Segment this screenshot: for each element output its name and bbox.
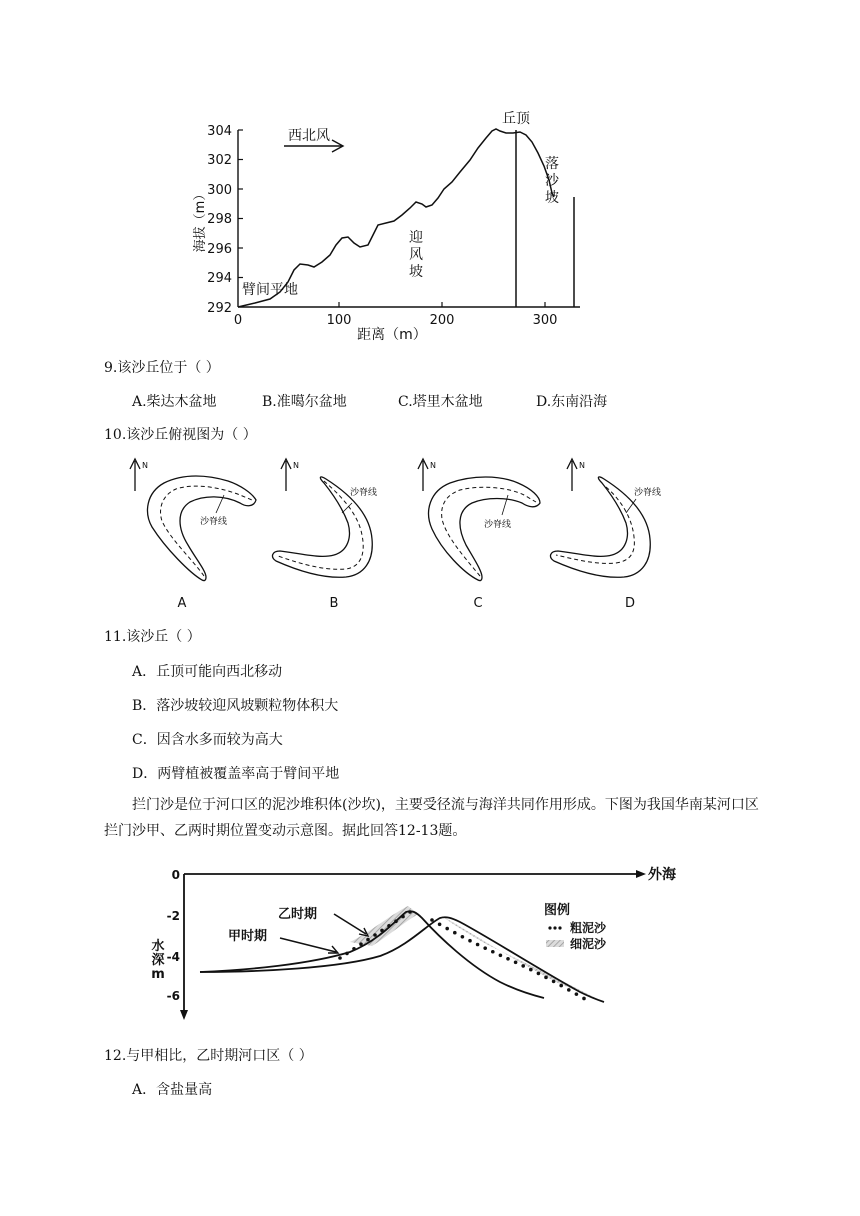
period-a-label: 甲时期 — [228, 929, 268, 944]
north-label: N — [430, 461, 436, 470]
depth-tick-label: 0 — [171, 868, 180, 882]
depth-tick-label: -6 — [166, 989, 180, 1003]
option-letter-d: D — [624, 596, 636, 611]
legend-fine-swatch — [546, 940, 564, 947]
north-label: N — [142, 461, 148, 470]
svg-text:落沙坡: 落沙坡 — [545, 156, 559, 206]
coarse-sand-dot — [529, 968, 533, 972]
q11-option-a[interactable]: A．丘顶可能向西北移动 — [132, 664, 283, 680]
x-tick-label: 200 — [429, 313, 455, 328]
coarse-sand-dot — [552, 980, 556, 984]
q10-dune-options-figure — [120, 455, 700, 615]
dune-profile-line — [238, 129, 554, 307]
period-a-leader — [280, 938, 336, 952]
x-tick-label: 0 — [233, 313, 243, 328]
y-tick-labels — [207, 124, 232, 316]
depth-tick-label: -2 — [166, 909, 180, 923]
svg-text:迎风坡: 迎风坡 — [409, 230, 423, 280]
coarse-sand-dot — [537, 972, 541, 976]
option-letter-c: C — [473, 596, 483, 611]
y-tick-label: 298 — [207, 212, 232, 227]
x-tick-label: 100 — [326, 313, 352, 328]
coarse-sand-dot — [483, 946, 487, 950]
sandbar-intro-paragraph: 拦门沙是位于河口区的泥沙堆积体(沙坎)，主要受径流与海洋共同作用形成。下图为我国华南某河口区拦门沙甲、乙两时期位置变动示意图。据此回答12-13题。 — [104, 797, 759, 839]
coarse-sand-dot — [582, 997, 586, 1001]
coarse-sand-dot — [567, 988, 571, 992]
ridge-label: 沙脊线 — [634, 488, 662, 498]
depth-axis-arrow — [180, 1010, 188, 1020]
y-axis-title: 海拔（m） — [193, 187, 208, 253]
coarse-sand-dot — [575, 992, 579, 996]
wind-label: 西北风 — [288, 128, 330, 144]
coarse-sand-dot — [491, 950, 495, 954]
coarse-sand-dot — [453, 931, 457, 935]
y-tick-label: 300 — [207, 183, 232, 198]
coarse-sand-dot — [461, 935, 465, 939]
option-letter-b: B — [329, 596, 339, 611]
sea-axis-arrow — [636, 870, 646, 878]
summit-label: 丘顶 — [502, 111, 530, 127]
interarm-label: 臂间平地 — [242, 282, 298, 298]
coarse-sand-dot — [401, 915, 405, 919]
depth-axis-title — [151, 938, 165, 982]
question-10-stem: 10.该沙丘俯视图为（ ） — [104, 427, 257, 443]
coarse-sand-dot — [514, 960, 518, 964]
q9-option-a[interactable]: A.柴达木盆地 — [132, 394, 217, 410]
dune-option-c[interactable] — [418, 459, 540, 581]
depth-tick-label: -4 — [166, 950, 180, 964]
coarse-sand-dot — [373, 933, 377, 937]
question-9-stem: 9.该沙丘位于（ ） — [104, 360, 220, 376]
legend-title: 图例 — [544, 903, 571, 918]
coarse-sand-dot — [445, 927, 449, 931]
sand-ridge-line — [161, 486, 252, 576]
coarse-sand-dot — [338, 956, 342, 960]
y-tick-label: 304 — [207, 124, 232, 139]
svg-text:水深m: 水深 m — [151, 939, 165, 982]
question-11-stem: 11.该沙丘（ ） — [104, 629, 201, 645]
q9-option-d[interactable]: D.东南沿海 — [536, 394, 608, 410]
q11-option-d[interactable]: D．两臂植被覆盖率高于臂间平地 — [132, 766, 340, 782]
q12-option-a[interactable]: A．含盐量高 — [132, 1082, 213, 1098]
dune-option-b[interactable] — [273, 459, 378, 577]
coarse-sand-dot — [430, 918, 434, 922]
legend-fine-label: 细泥沙 — [570, 937, 607, 951]
period-b-leader — [334, 914, 366, 934]
coarse-sand-dot — [352, 947, 356, 951]
coarse-sand-dot — [544, 976, 548, 980]
coarse-sand-dot — [366, 938, 370, 942]
y-tick-label: 292 — [207, 301, 232, 316]
sandbar-figure — [140, 862, 710, 1027]
coarse-sand-dot — [521, 964, 525, 968]
coarse-sand-dot — [559, 984, 563, 988]
question-12-stem: 12.与甲相比，乙时期河口区（ ） — [104, 1048, 313, 1064]
coarse-sand-dot — [506, 957, 510, 961]
q11-option-b[interactable]: B．落沙坡较迎风坡颗粒物体积大 — [132, 698, 339, 714]
q9-option-b[interactable]: B.准噶尔盆地 — [262, 394, 347, 410]
north-label: N — [293, 461, 299, 470]
windward-slope-label — [409, 230, 423, 280]
y-tick-label: 302 — [207, 153, 232, 168]
dune-profile-figure — [180, 100, 600, 350]
lee-slope-label — [545, 156, 560, 206]
period-b-label: 乙时期 — [278, 907, 318, 922]
coarse-sand-dot — [468, 939, 472, 943]
ridge-leader-line — [342, 503, 352, 513]
y-tick-label: 296 — [207, 242, 232, 257]
legend-coarse-label: 粗泥沙 — [570, 921, 607, 935]
q11-option-c[interactable]: C．因含水多而较为高大 — [132, 732, 283, 748]
dune-option-d[interactable] — [551, 459, 662, 577]
coarse-sand-dot — [387, 924, 391, 928]
x-tick-labels — [234, 313, 558, 328]
y-tick-marks — [238, 130, 243, 278]
option-letter-a: A — [177, 596, 187, 611]
ridge-label: 沙脊线 — [200, 517, 228, 527]
coarse-sand-dot — [408, 910, 412, 914]
x-tick-marks — [339, 302, 545, 307]
dune-option-a[interactable] — [130, 459, 256, 581]
ridge-label: 沙脊线 — [484, 520, 512, 530]
y-tick-label: 294 — [207, 271, 232, 286]
coarse-sand-dot — [345, 952, 349, 956]
legend-coarse-swatch — [548, 926, 561, 929]
north-label: N — [579, 461, 585, 470]
coarse-sand-dot — [438, 922, 442, 926]
outer-sea-label: 外海 — [648, 867, 676, 883]
x-axis-title: 距离（m） — [357, 327, 427, 343]
dune-outline — [148, 476, 256, 581]
ridge-label: 沙脊线 — [350, 488, 378, 498]
coarse-sand-dot — [394, 919, 398, 923]
q9-option-c[interactable]: C.塔里木盆地 — [398, 394, 483, 410]
ridge-leader-line — [502, 495, 508, 515]
coarse-sand-dot — [499, 953, 503, 957]
coarse-sand-dot — [359, 942, 363, 946]
period-b-profile — [200, 911, 544, 998]
coarse-sand-dot — [380, 929, 384, 933]
coarse-sand-dot — [476, 943, 480, 947]
x-tick-label: 300 — [532, 313, 558, 328]
